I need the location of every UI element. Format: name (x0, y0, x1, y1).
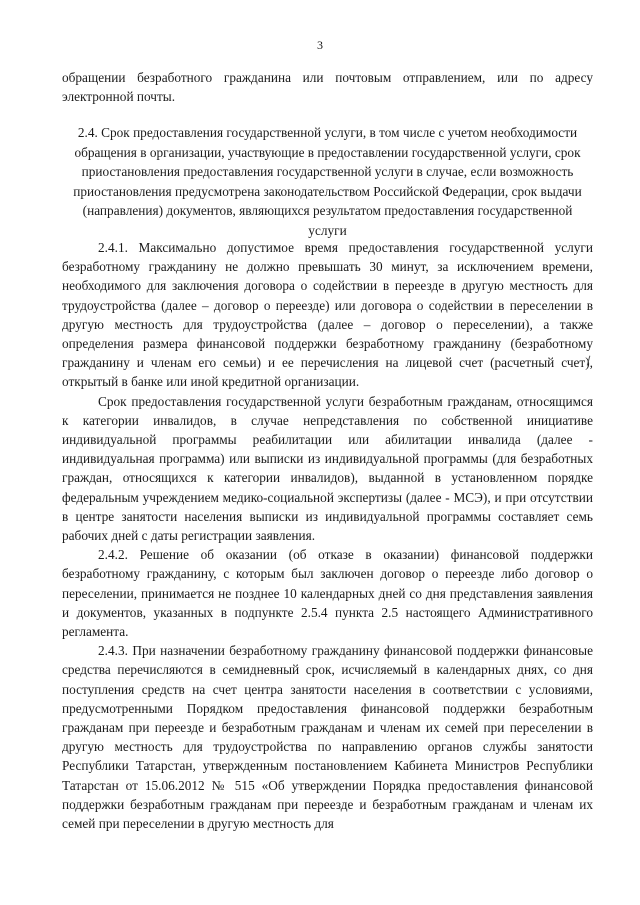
paragraph-term-disabled: Срок предоставления государственной услуги безработным гражданам, относящимся к категории инвалидов, в случае непредставления по собственной инициативе индивидуальной программы реабилитации или абилитации инвалида (далее - индивидуальная программа) или выписки из индивидуальной программы (для безработных граждан, относящихся к категории инвалидов), выданной в установленном порядке федеральным учреждением медико-социальной экспертизы (далее - МСЭ), и при отсутствии в центре занятости населения выписки из индивидуальной программы составляет семь рабочих дней с даты регистрации заявления. (62, 393, 593, 544)
section-body (62, 238, 593, 833)
paragraph-2-4-1: 2.4.1. Максимально допустимое время предоставления государственной услуги безработному гражданину не должно превышать 30 минут, за исключением времени, необходимого для заключения договора о содействии в переезде в другую местность для трудоустройства (далее – договор о переезде) или договора о содействии в переселении в другую местность для трудоустройства (далее – договор о переселении), а также определения размера финансовой поддержки безработному гражданину (безработному гражданину и членам его семьи) и ее перечисления на лицевой счет (расчетный счет), открытый в банке или иной кредитной организации. (62, 240, 593, 390)
paragraph-2-4-3: 2.4.3. При назначении безработному гражданину финансовой поддержки финансовые средства перечисляются в семидневный срок, исчисляемый в календарных днях, со дня поступления средств на счет центра занятости населения в соответствии с условиями, предусмотренными Порядком предоставления финансовой поддержки безработным гражданам при переезде и безработным гражданам и членам их семей при переселении в другую местность для трудоустройства по направлению органов службы занятости Республики Татарстан, утвержденным постановлением Кабинета Министров Республики Татарстан от 15.06.2012 № 515 «Об утверждении Порядка предоставления финансовой поддержки безработным гражданам при переезде и безработным гражданам и членам их семей при переселении в другую местность для (62, 643, 593, 832)
page-number: 3 (317, 38, 323, 52)
paragraph-2-4-2: 2.4.2. Решение об оказании (об отказе в оказании) финансовой поддержки безработному гражданину, с которым был заключен договор о переезде либо договор о переселении, принимается не позднее 10 календарных дней со дня представления заявления и документов, указанных в подпункте 2.5.4 пункта 2.5 настоящего Административного регламента. (62, 547, 593, 640)
section-heading: 2.4. Срок предоставления государственной услуги, в том числе с учетом необходимости обращения в организации, участвующие в предоставлении государственной услуги, срок приостановления предоставления государственной услуги в случае, если возможность приостановления предусмотрена законодательством Российской Федерации, срок выдачи (направления) документов, являющихся результатом предоставления государственной услуги (73, 125, 582, 238)
intro-paragraph: обращении безработного гражданина или почтовым отправлением, или по адресу электронной почты. (62, 70, 593, 105)
